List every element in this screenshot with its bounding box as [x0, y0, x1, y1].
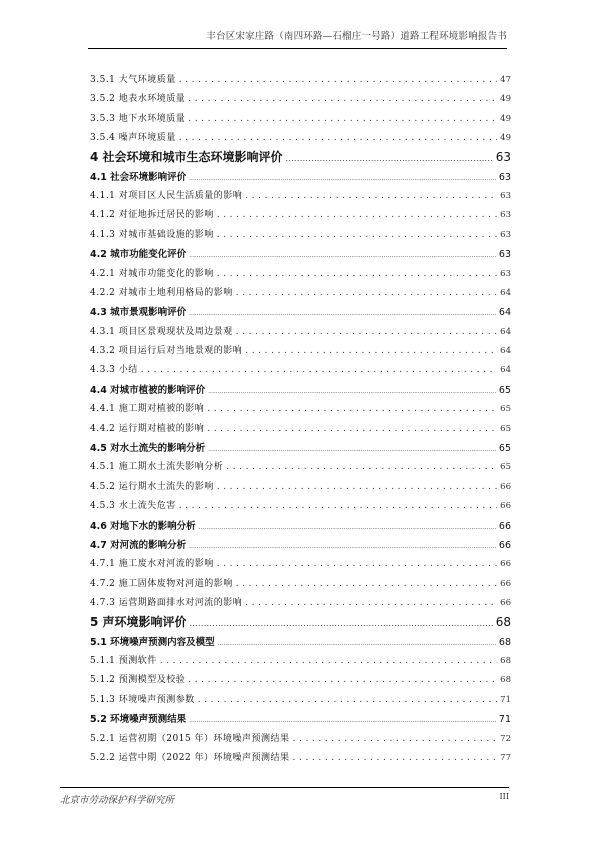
toc-entry-label: 4.3.3 小结: [90, 365, 138, 376]
toc-dot-leader: [236, 579, 497, 589]
toc-dot-leader: [189, 717, 496, 724]
toc-entry-page: 66: [498, 520, 511, 532]
toc-entry-page: 71: [500, 694, 511, 705]
toc-dot-leader: [189, 252, 496, 259]
toc-entry[interactable]: [90, 324, 511, 343]
toc-entry-label: 4.1 社会环境影响评价: [90, 171, 187, 183]
toc-entry-page: 63: [500, 229, 511, 240]
toc-entry-label: 4.5 对水土流失的影响分析: [90, 443, 206, 455]
toc-entry-page: 68: [500, 655, 511, 666]
toc-entry-page: 77: [500, 752, 511, 763]
toc-entry[interactable]: [90, 576, 511, 595]
page-header: [88, 20, 507, 49]
toc-entry-page: 66: [498, 539, 511, 551]
toc-entry-page: 64: [498, 307, 511, 319]
toc-entry-label: 3.5.1 大气环境质量: [90, 75, 176, 85]
toc-dot-leader: [188, 675, 497, 685]
toc-entry-page: 66: [500, 481, 511, 492]
toc-entry-label: 4.6 对地下水的影响分析: [90, 520, 196, 532]
toc-entry-label: 4.2.2 对城市土地利用格局的影响: [90, 287, 233, 298]
toc-entry-page: 66: [500, 559, 511, 570]
toc-entry-page: 49: [500, 113, 511, 124]
toc-entry[interactable]: [90, 518, 511, 537]
toc-entry-label: 4.1.2 对征地拆迁居民的影响: [90, 210, 214, 221]
toc-entry-page: 47: [500, 75, 511, 85]
toc-entry-label: 4.5.3 水土流失危害: [90, 501, 176, 512]
toc-dot-leader: [226, 462, 497, 472]
toc-entry-page: 65: [500, 423, 511, 434]
toc-dot-leader: [190, 619, 493, 628]
toc-dot-leader: [179, 133, 497, 143]
toc-entry-page: 63: [495, 149, 511, 164]
toc-dot-leader: [189, 310, 496, 317]
toc-entry-label: 4.4 对城市植被的影响评价: [90, 384, 206, 396]
toc-entry-label: 5.1.1 预测软件: [90, 655, 157, 666]
toc-entry-page: 64: [500, 326, 511, 337]
toc-dot-leader: [217, 559, 497, 569]
toc-entry-page: 68: [498, 636, 511, 648]
toc-entry[interactable]: [90, 207, 511, 226]
toc-entry[interactable]: [90, 440, 511, 459]
toc-entry[interactable]: [90, 401, 511, 420]
toc-entry-label: 4.3.2 项目运行后对当地景观的影响: [90, 346, 243, 357]
toc-entry[interactable]: [90, 498, 511, 517]
toc-entry[interactable]: [90, 246, 511, 265]
toc-entry-page: 65: [498, 384, 511, 396]
toc-entry-label: 4.7.1 施工废水对河流的影响: [90, 559, 214, 570]
toc-entry-label: 5.2.1 运营初期（2015 年）环境噪声预测结果: [90, 733, 290, 744]
toc-entry[interactable]: [90, 188, 511, 207]
toc-entry[interactable]: [90, 459, 511, 478]
toc-entry-label: 4.4.1 施工期对植被的影响: [90, 404, 205, 415]
toc-entry[interactable]: [90, 304, 511, 323]
toc-dot-leader: [217, 269, 497, 279]
toc-entry-page: 64: [500, 346, 511, 357]
header-title: 丰台区宋家庄路（南四环路—石榴庄一号路）道路工程环境影响报告书: [206, 31, 507, 42]
toc-entry[interactable]: [90, 711, 511, 730]
toc-entry[interactable]: [90, 672, 511, 691]
toc-dot-leader: [245, 191, 497, 201]
toc-entry-page: 68: [495, 614, 511, 629]
toc-dot-leader: [188, 114, 497, 124]
toc-entry[interactable]: [90, 556, 511, 575]
toc-dot-leader: [141, 365, 497, 375]
toc-dot-leader: [207, 424, 497, 434]
toc-entry-label: 4.3 城市景观影响评价: [90, 307, 187, 319]
toc-entry[interactable]: [90, 537, 511, 556]
toc-entry-label: 4.7.3 运营期路面排水对河流的影响: [90, 598, 243, 609]
toc-entry-page: 49: [500, 94, 511, 105]
toc-entry-page: 66: [500, 501, 511, 512]
toc-entry-label: 4.7 对河流的影响分析: [90, 539, 187, 551]
toc-entry-label: 5.2.2 运营中期（2022 年）环境噪声预测结果: [90, 752, 290, 763]
toc-entry-page: 66: [500, 598, 511, 609]
toc-entry[interactable]: [90, 613, 511, 634]
toc-entry[interactable]: [90, 169, 511, 188]
toc-dot-leader: [217, 482, 497, 492]
toc-entry-page: 66: [500, 578, 511, 589]
table-of-contents: [90, 72, 511, 769]
footer-organization: 北京市劳动保护科学研究所: [60, 795, 175, 806]
toc-entry-page: 63: [500, 210, 511, 221]
toc-entry[interactable]: [90, 285, 511, 304]
toc-entry[interactable]: [90, 362, 511, 381]
toc-entry-page: 68: [500, 675, 511, 686]
toc-entry-label: 4.3.1 项目区景观现状及周边景观: [90, 326, 233, 337]
toc-entry[interactable]: [90, 343, 511, 362]
toc-entry-label: 4.2.1 对城市功能变化的影响: [90, 268, 214, 279]
toc-entry[interactable]: [90, 227, 511, 246]
toc-entry-label: 5.1 环境噪声预测内容及模型: [90, 636, 215, 648]
toc-entry-label: 4 社会环境和城市生态环境影响评价: [90, 149, 283, 164]
toc-entry-page: 72: [500, 733, 511, 744]
toc-entry-page: 65: [500, 462, 511, 473]
toc-dot-leader: [245, 346, 497, 356]
toc-dot-leader: [188, 94, 497, 104]
toc-dot-leader: [160, 656, 497, 666]
toc-entry[interactable]: [90, 266, 511, 285]
toc-entry-label: 4.2 城市功能变化评价: [90, 249, 187, 261]
toc-dot-leader: [218, 640, 496, 647]
toc-entry-page: 71: [498, 714, 511, 726]
toc-entry-page: 63: [498, 249, 511, 261]
toc-dot-leader: [286, 154, 493, 163]
toc-entry-page: 63: [500, 268, 511, 279]
toc-entry-label: 5.2 环境噪声预测结果: [90, 714, 187, 726]
toc-dot-leader: [207, 404, 497, 414]
toc-entry[interactable]: [90, 148, 511, 169]
toc-entry[interactable]: [90, 72, 511, 91]
toc-dot-leader: [208, 388, 496, 395]
toc-entry[interactable]: [90, 91, 511, 110]
toc-entry-page: 64: [500, 365, 511, 376]
toc-entry[interactable]: [90, 382, 511, 401]
toc-dot-leader: [179, 75, 497, 85]
toc-dot-leader: [189, 543, 496, 550]
toc-dot-leader: [245, 598, 497, 608]
toc-entry[interactable]: [90, 750, 511, 769]
toc-entry-page: 64: [500, 287, 511, 298]
toc-entry[interactable]: [90, 731, 511, 750]
toc-entry-label: 3.5.4 噪声环境质量: [90, 133, 176, 144]
toc-entry[interactable]: [90, 634, 511, 653]
footer-page-number: III: [499, 792, 509, 801]
toc-entry[interactable]: [90, 653, 511, 672]
toc-entry-label: 3.5.3 地下水环境质量: [90, 113, 186, 124]
page-footer: [60, 787, 509, 806]
toc-entry[interactable]: [90, 692, 511, 711]
toc-entry-page: 63: [498, 171, 511, 183]
toc-entry-label: 5.1.3 环境噪声预测参数: [90, 694, 195, 705]
toc-entry-label: 3.5.2 地表水环境质量: [90, 94, 186, 105]
toc-entry[interactable]: [90, 479, 511, 498]
toc-dot-leader: [293, 734, 498, 744]
toc-entry-label: 5 声环境影响评价: [90, 614, 187, 629]
toc-dot-leader: [293, 753, 498, 763]
toc-entry-page: 49: [500, 133, 511, 144]
toc-dot-leader: [208, 446, 496, 453]
toc-dot-leader: [236, 288, 497, 298]
toc-dot-leader: [199, 524, 496, 531]
toc-dot-leader: [189, 175, 496, 182]
toc-dot-leader: [217, 230, 497, 240]
toc-entry[interactable]: [90, 421, 511, 440]
toc-dot-leader: [217, 210, 497, 220]
toc-dot-leader: [198, 695, 497, 705]
toc-entry-label: 4.1.1 对项目区人民生活质量的影响: [90, 190, 243, 201]
toc-entry-label: 4.5.1 施工期水土流失影响分析: [90, 462, 224, 473]
toc-entry-label: 4.5.2 运行期水土流失的影响: [90, 481, 214, 492]
toc-entry-label: 4.1.3 对城市基础设施的影响: [90, 229, 214, 240]
toc-entry-page: 63: [500, 190, 511, 201]
toc-entry-label: 4.4.2 运行期对植被的影响: [90, 423, 205, 434]
toc-entry-label: 4.7.2 施工固体废物对河道的影响: [90, 578, 233, 589]
toc-dot-leader: [179, 501, 497, 511]
toc-entry-page: 65: [500, 404, 511, 415]
toc-entry-page: 65: [498, 443, 511, 455]
toc-dot-leader: [236, 327, 497, 337]
toc-entry[interactable]: [90, 111, 511, 130]
toc-entry-label: 5.1.2 预测模型及校验: [90, 675, 186, 686]
